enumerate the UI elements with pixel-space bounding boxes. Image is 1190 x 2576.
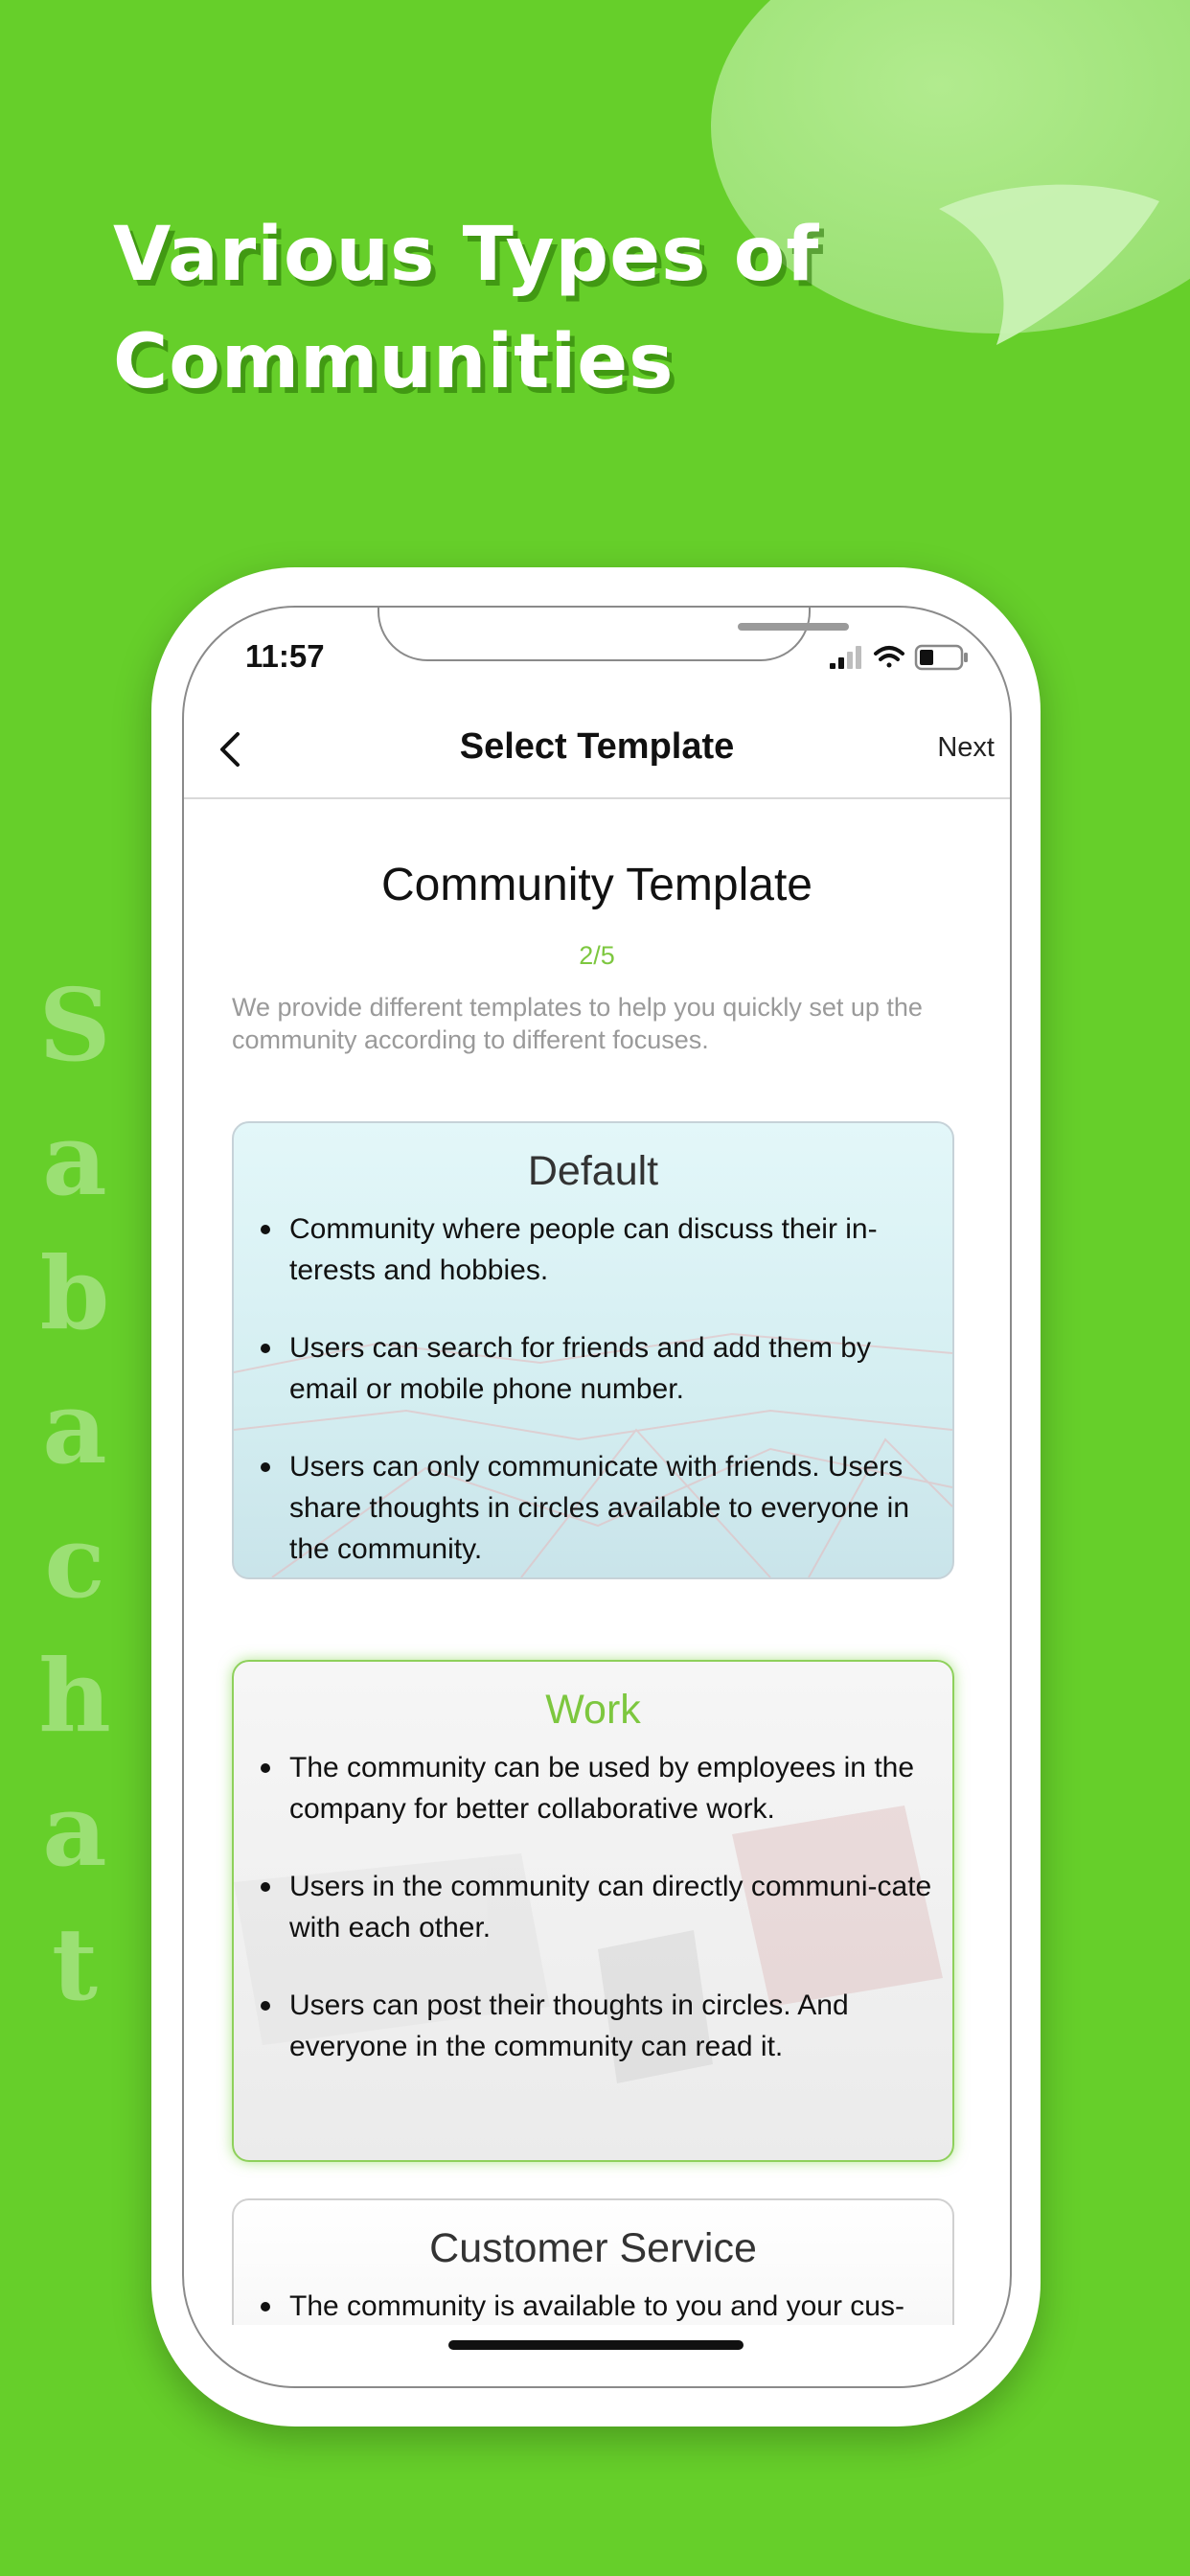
template-card-default[interactable] bbox=[232, 1121, 954, 1579]
next-button[interactable]: Next bbox=[937, 732, 995, 763]
watermark-letter: a bbox=[42, 1771, 107, 1889]
wifi-icon bbox=[876, 648, 903, 668]
list-item: The community is available to you and your cus- bbox=[289, 2286, 947, 2325]
headline bbox=[113, 201, 975, 416]
nav-title: Select Template bbox=[459, 726, 735, 767]
status-icons bbox=[830, 640, 973, 678]
headline-line-2: Communities bbox=[113, 319, 675, 405]
battery-icon bbox=[916, 646, 968, 669]
watermark-letter: c bbox=[44, 1503, 105, 1621]
list-item: Users can only communicate with friends. Users share thoughts in circles available to everyone in the community. bbox=[289, 1446, 947, 1570]
card-feature-list bbox=[234, 2286, 952, 2325]
template-card-customer-service[interactable] bbox=[232, 2198, 954, 2325]
watermark-letter: S bbox=[38, 966, 111, 1084]
watermark-letter: h bbox=[38, 1637, 111, 1755]
watermark-letter: t bbox=[51, 1905, 99, 2023]
step-indicator: 2/5 bbox=[579, 941, 615, 970]
list-item: Community where people can discuss their in-terests and hobbies. bbox=[289, 1208, 947, 1291]
status-time: 11:57 bbox=[245, 638, 325, 674]
phone-screen bbox=[182, 606, 1012, 2388]
card-title: Work bbox=[545, 1687, 641, 1733]
navigation-bar bbox=[184, 703, 1010, 799]
card-feature-list bbox=[234, 1208, 952, 1570]
template-scroll-area[interactable] bbox=[184, 799, 1010, 2325]
phone-frame bbox=[151, 567, 1041, 2426]
headline-line-1: Various Types of bbox=[113, 212, 820, 298]
card-feature-list bbox=[234, 1747, 952, 2067]
card-title: Customer Service bbox=[429, 2225, 757, 2271]
section-description: We provide different templates to help you quickly set up the community according to different focuses. bbox=[232, 993, 923, 1054]
cellular-signal-icon bbox=[830, 646, 861, 669]
template-card-work[interactable] bbox=[232, 1660, 954, 2162]
list-item: Users in the community can directly communi-cate with each other. bbox=[289, 1866, 947, 1948]
list-item: The community can be used by employees in the company for better collaborative work. bbox=[289, 1747, 947, 1829]
watermark-letter: a bbox=[42, 1100, 107, 1218]
watermark-letter: a bbox=[42, 1368, 107, 1486]
list-item: Users can post their thoughts in circles. And everyone in the community can read it. bbox=[289, 1985, 947, 2067]
card-title: Default bbox=[527, 1148, 659, 1194]
home-indicator[interactable] bbox=[448, 2340, 744, 2350]
phone-notch bbox=[378, 606, 811, 661]
list-item: Users can search for friends and add them by email or mobile phone number. bbox=[289, 1327, 947, 1410]
brand-watermark bbox=[27, 958, 123, 2032]
speaker-grille bbox=[738, 623, 849, 631]
section-title: Community Template bbox=[381, 860, 812, 910]
watermark-letter: b bbox=[39, 1234, 110, 1352]
